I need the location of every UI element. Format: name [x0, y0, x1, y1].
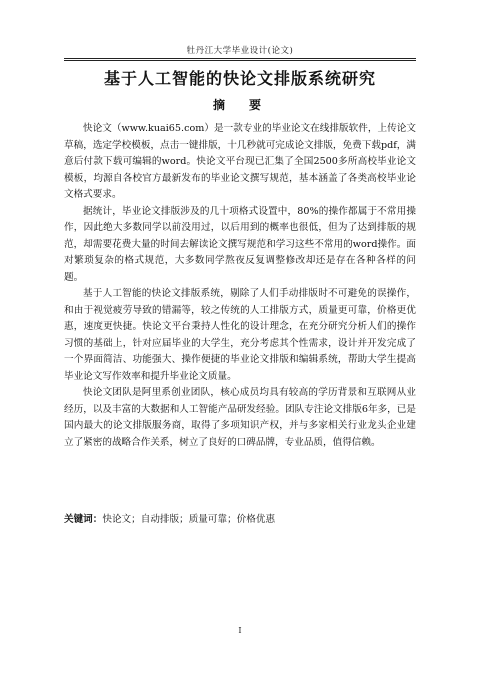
abstract-heading: 摘 要 — [212, 98, 267, 112]
keywords-label: 关键词： — [64, 514, 103, 525]
document-title: 基于人工智能的快论文排版系统研究 — [103, 69, 376, 88]
abstract-paragraph-3: 基于人工智能的快论文排版系统，剔除了人们手动排版时不可避免的误操作，和由于视觉疲劳导致的错漏等，较之传统的人工排版方式，质量更可靠，价格更优惠，速度更快捷。快论文平台秉持人性化的设计理念，在充分研究分析人们的操作习惯的基础上，针对应届毕业的大学生，充分考虑其个性需求，设计并开发完成了一个界面简洁、功能强大、操作便捷的毕业论文排版和编辑系统，帮助大学生提高毕业论文写作效率和提升毕业论文质量。 — [64, 288, 416, 382]
running-header: 牡丹江大学毕业设计(论文) — [186, 46, 294, 56]
keywords-text: 快论文；自动排版；质量可靠；价格优惠 — [102, 514, 276, 525]
abstract-paragraph-2: 据统计，毕业论文排版涉及的几十项格式设置中，80%的操作都属于不常用操作，因此绝大多数同学以前没用过，以后用到的概率也很低，但为了达到排版的规范，却需要花费大量的时间去解读论文撰写规范和学习这些不常用的word操作。面对繁琐复杂的格式规范，大多数同学熬夜反复调整修改却还是存在各种各样的问题。 — [64, 205, 416, 283]
abstract-paragraph-1: 快论文（www.kuai65.com）是一款专业的毕业论文在线排版软件，上传论文草稿，选定学校模板，点击一键排版，十几秒就可完成论文排版，免费下载pdf，满意后付款下载可编辑的word。快论文平台现已汇集了全国2500多所高校毕业论文模板，均源自各校官方最新发布的毕业论文撰写规范，基本涵盖了各类高校毕业论文格式要求。 — [64, 123, 416, 200]
header-rule — [64, 58, 416, 61]
abstract-paragraph-4: 快论文团队是阿里系创业团队，核心成员均具有较高的学历背景和互联网从业经历，以及丰富的大数据和人工智能产品研发经验。团队专注论文排版6年多，已是国内最大的论文排版服务商，取得了多项知识产权，并与多家相关行业龙头企业建立了紧密的战略合作关系，树立了良好的口碑品牌，专业品质，值得信赖。 — [64, 387, 416, 448]
page-number: I — [238, 626, 242, 635]
keywords-line — [64, 512, 416, 528]
abstract-body — [64, 121, 416, 451]
